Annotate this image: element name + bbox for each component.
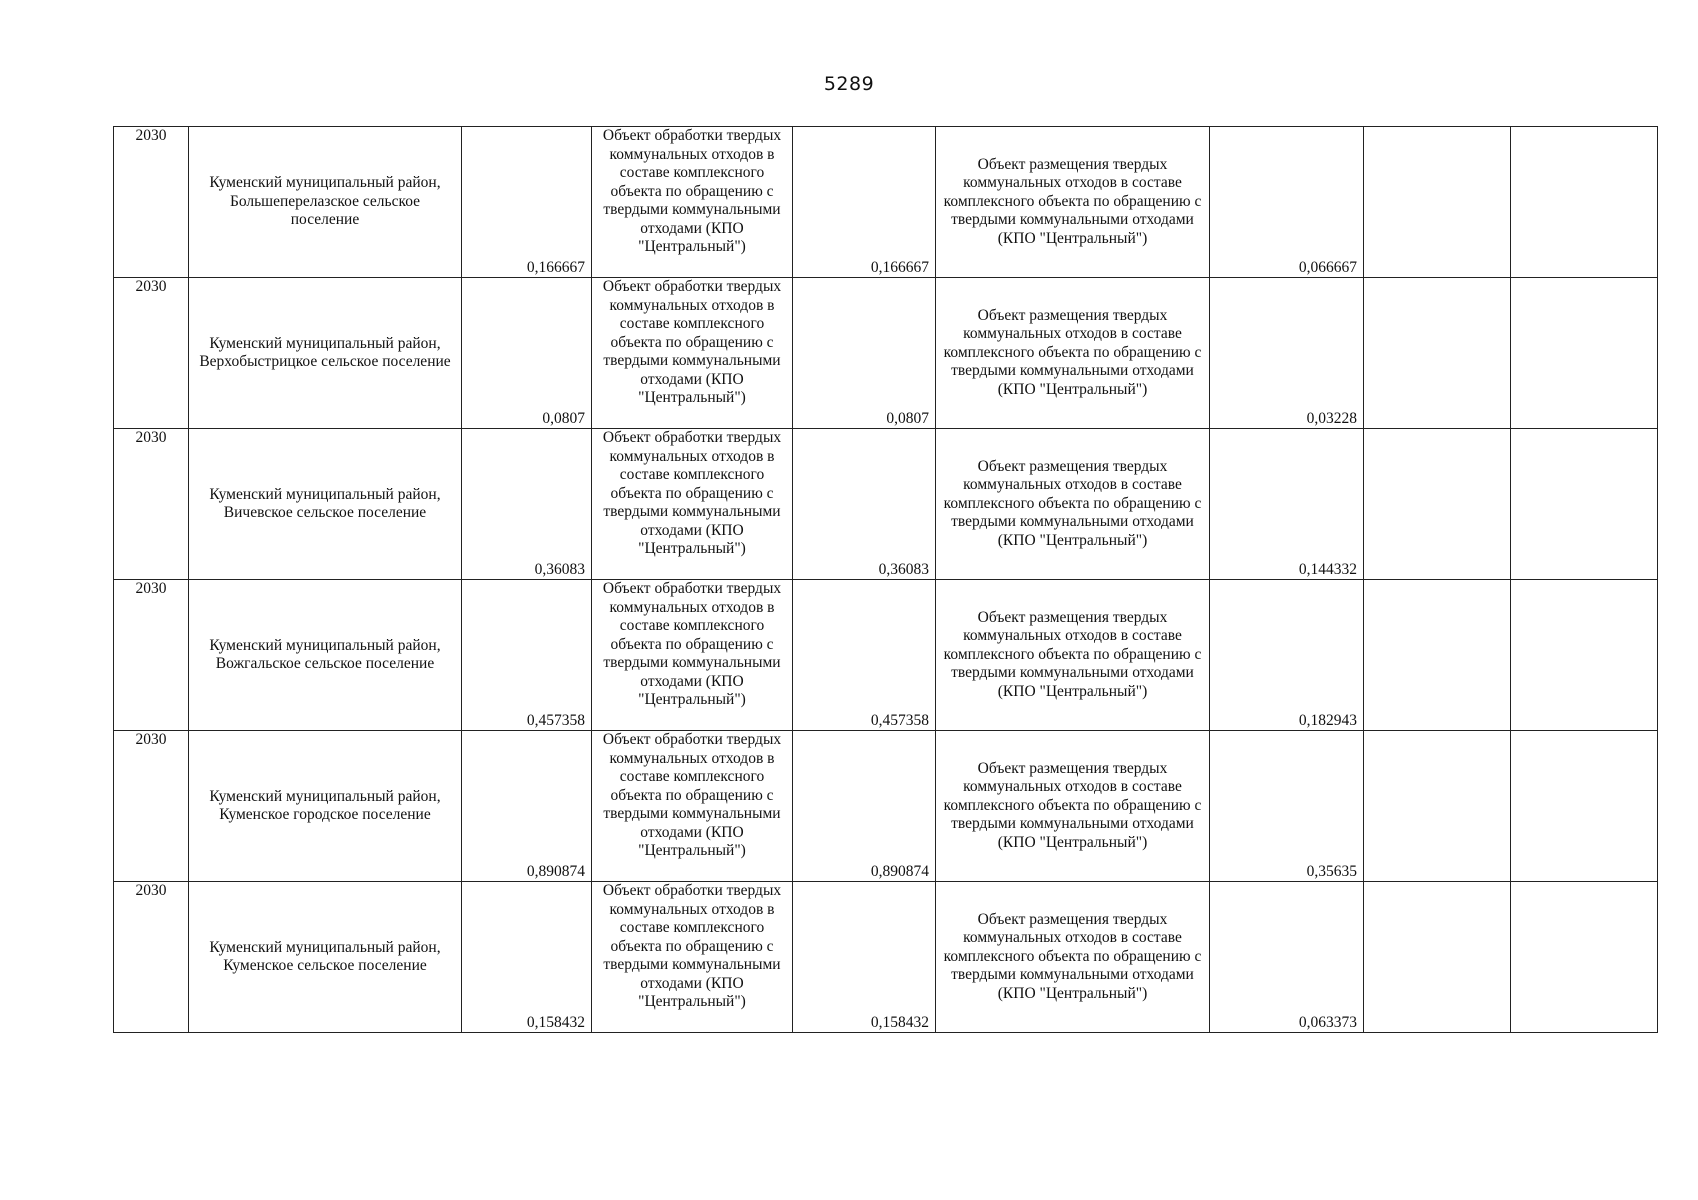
year-cell: 2030	[114, 429, 189, 580]
table-row	[114, 429, 1658, 580]
empty-cell	[1364, 429, 1511, 580]
value-cell: 0,182943	[1210, 580, 1364, 731]
page-number: 5289	[823, 73, 875, 95]
placement-object-cell: Объект размещения твердых коммунальных отходов в составе комплексного объекта по обращению с твердыми коммунальными отходами (КПО "Центральный")	[936, 580, 1210, 731]
value-cell: 0,03228	[1210, 278, 1364, 429]
value-cell: 0,158432	[793, 882, 936, 1033]
value-cell: 0,0807	[462, 278, 592, 429]
empty-cell	[1364, 127, 1511, 278]
processing-object-cell: Объект обработки твердых коммунальных отходов в составе комплексного объекта по обращению с твердыми коммунальными отходами (КПО "Центральный")	[592, 882, 793, 1033]
settlement-cell: Куменский муниципальный район, Куменское сельское поселение	[189, 882, 462, 1033]
empty-cell	[1511, 429, 1658, 580]
settlement-cell: Куменский муниципальный район, Большеперелазское сельское поселение	[189, 127, 462, 278]
empty-cell	[1364, 882, 1511, 1033]
waste-flow-table	[113, 126, 1658, 1033]
processing-object-cell: Объект обработки твердых коммунальных отходов в составе комплексного объекта по обращению с твердыми коммунальными отходами (КПО "Центральный")	[592, 127, 793, 278]
processing-object-cell: Объект обработки твердых коммунальных отходов в составе комплексного объекта по обращению с твердыми коммунальными отходами (КПО "Центральный")	[592, 429, 793, 580]
empty-cell	[1511, 278, 1658, 429]
placement-object-cell: Объект размещения твердых коммунальных отходов в составе комплексного объекта по обращению с твердыми коммунальными отходами (КПО "Центральный")	[936, 429, 1210, 580]
empty-cell	[1511, 580, 1658, 731]
value-cell: 0,066667	[1210, 127, 1364, 278]
empty-cell	[1511, 882, 1658, 1033]
value-cell: 0,890874	[793, 731, 936, 882]
year-cell: 2030	[114, 127, 189, 278]
value-cell: 0,063373	[1210, 882, 1364, 1033]
placement-object-cell: Объект размещения твердых коммунальных отходов в составе комплексного объекта по обращению с твердыми коммунальными отходами (КПО "Центральный")	[936, 127, 1210, 278]
table-row	[114, 127, 1658, 278]
year-cell: 2030	[114, 882, 189, 1033]
empty-cell	[1511, 731, 1658, 882]
value-cell: 0,457358	[462, 580, 592, 731]
table-row	[114, 278, 1658, 429]
settlement-cell: Куменский муниципальный район, Вожгальское сельское поселение	[189, 580, 462, 731]
placement-object-cell: Объект размещения твердых коммунальных отходов в составе комплексного объекта по обращению с твердыми коммунальными отходами (КПО "Центральный")	[936, 882, 1210, 1033]
empty-cell	[1364, 278, 1511, 429]
year-cell: 2030	[114, 731, 189, 882]
processing-object-cell: Объект обработки твердых коммунальных отходов в составе комплексного объекта по обращению с твердыми коммунальными отходами (КПО "Центральный")	[592, 278, 793, 429]
processing-object-cell: Объект обработки твердых коммунальных отходов в составе комплексного объекта по обращению с твердыми коммунальными отходами (КПО "Центральный")	[592, 580, 793, 731]
value-cell: 0,36083	[462, 429, 592, 580]
value-cell: 0,144332	[1210, 429, 1364, 580]
value-cell: 0,457358	[793, 580, 936, 731]
placement-object-cell: Объект размещения твердых коммунальных отходов в составе комплексного объекта по обращению с твердыми коммунальными отходами (КПО "Центральный")	[936, 278, 1210, 429]
value-cell: 0,0807	[793, 278, 936, 429]
table-row	[114, 580, 1658, 731]
table-row	[114, 731, 1658, 882]
year-cell: 2030	[114, 278, 189, 429]
year-cell: 2030	[114, 580, 189, 731]
value-cell: 0,166667	[462, 127, 592, 278]
settlement-cell: Куменский муниципальный район, Куменское городское поселение	[189, 731, 462, 882]
table-row	[114, 882, 1658, 1033]
empty-cell	[1511, 127, 1658, 278]
value-cell: 0,36083	[793, 429, 936, 580]
placement-object-cell: Объект размещения твердых коммунальных отходов в составе комплексного объекта по обращению с твердыми коммунальными отходами (КПО "Центральный")	[936, 731, 1210, 882]
value-cell: 0,158432	[462, 882, 592, 1033]
value-cell: 0,166667	[793, 127, 936, 278]
value-cell: 0,35635	[1210, 731, 1364, 882]
settlement-cell: Куменский муниципальный район, Вичевское сельское поселение	[189, 429, 462, 580]
empty-cell	[1364, 580, 1511, 731]
empty-cell	[1364, 731, 1511, 882]
processing-object-cell: Объект обработки твердых коммунальных отходов в составе комплексного объекта по обращению с твердыми коммунальными отходами (КПО "Центральный")	[592, 731, 793, 882]
settlement-cell: Куменский муниципальный район, Верхобыстрицкое сельское поселение	[189, 278, 462, 429]
value-cell: 0,890874	[462, 731, 592, 882]
